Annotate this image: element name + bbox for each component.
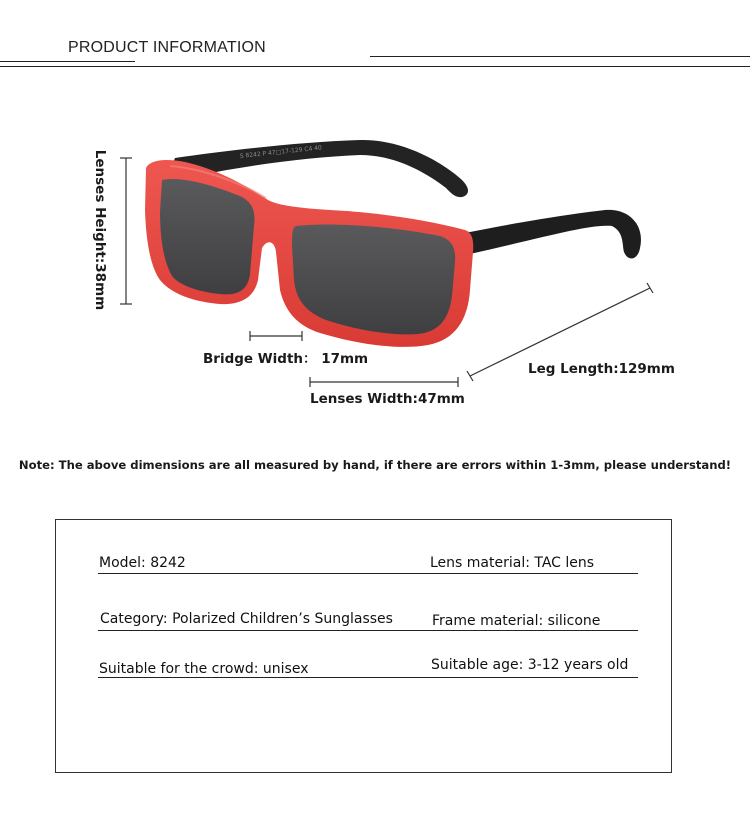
bridge-width-label: Bridge Width： 17mm bbox=[203, 351, 369, 367]
left-lens bbox=[160, 179, 254, 294]
measurement-note: Note: The above dimensions are all measured by hand, if there are errors within 1-3mm, please understand! bbox=[18, 458, 732, 472]
leg-length-label: Leg Length:129mm bbox=[528, 361, 675, 377]
temple-print: S 8242 P 47□17-129 C4 40 bbox=[239, 144, 323, 160]
spec-row-3-rule bbox=[98, 677, 638, 678]
section-title: PRODUCT INFORMATION bbox=[68, 39, 266, 56]
spec-lens-material: Lens material: TAC lens bbox=[430, 555, 595, 571]
spec-age: Suitable age: 3-12 years old bbox=[431, 657, 629, 673]
header-rule-left bbox=[0, 61, 135, 62]
lens-height-marker bbox=[120, 158, 132, 304]
spec-row-1-rule bbox=[98, 573, 638, 574]
lens-height-label: Lenses Height:38mm bbox=[92, 149, 108, 311]
spec-row-2-rule bbox=[98, 630, 638, 631]
lens-width-marker bbox=[310, 377, 458, 387]
lens-width-label: Lenses Width:47mm bbox=[310, 391, 465, 407]
spec-crowd: Suitable for the crowd: unisex bbox=[99, 661, 309, 677]
header-rule-right bbox=[370, 56, 750, 57]
spec-category: Category: Polarized Children’s Sunglasses bbox=[100, 611, 393, 627]
bridge-width-marker bbox=[250, 331, 302, 341]
spec-frame-material: Frame material: silicone bbox=[432, 613, 601, 629]
spec-model: Model: 8242 bbox=[99, 555, 186, 571]
header-rule-bottom bbox=[0, 66, 750, 67]
